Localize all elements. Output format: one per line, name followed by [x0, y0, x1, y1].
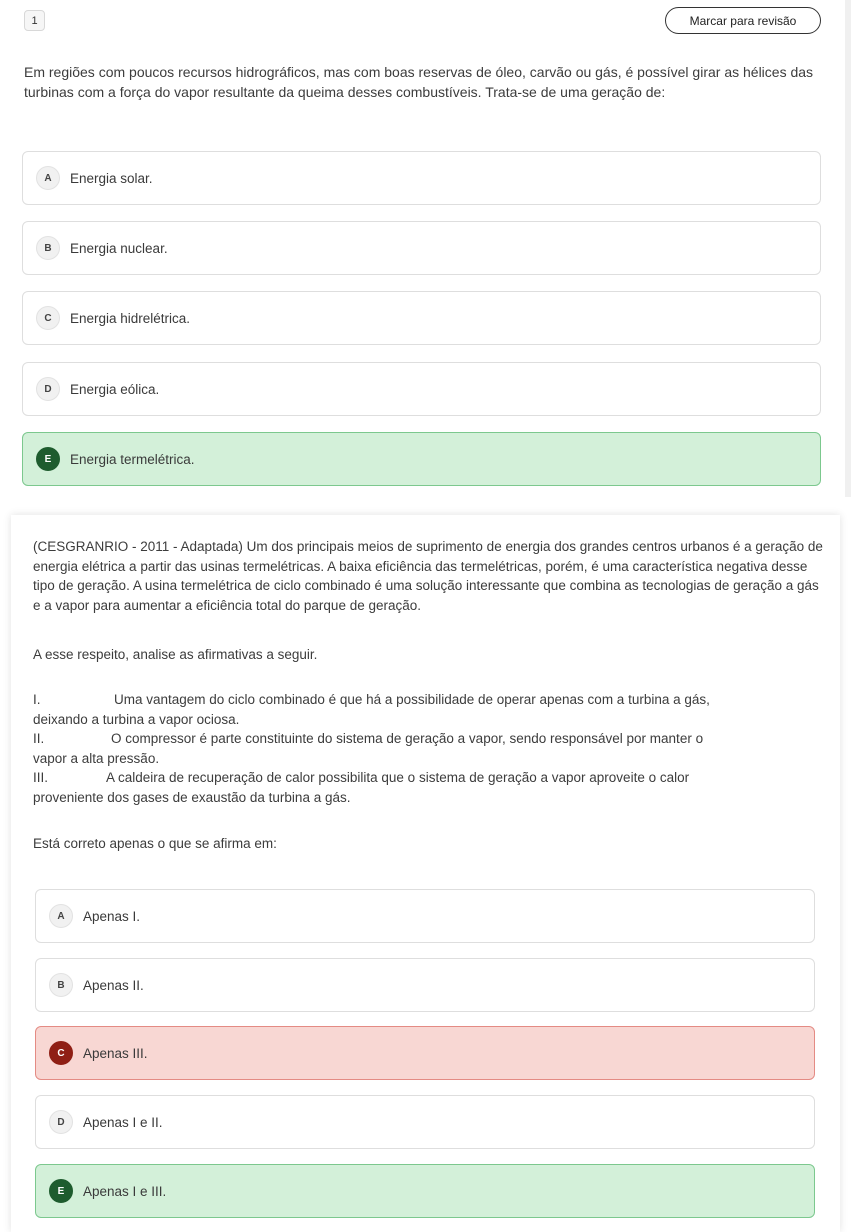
panel-separator [0, 497, 851, 515]
question-prompt: A esse respeito, analise as afirmativas a seguir. [33, 647, 318, 662]
question-intro: (CESGRANRIO - 2011 - Adaptada) Um dos principais meios de suprimento de energia dos grandes centros urbanos é a geração de energia elétrica a partir das usinas termelétricas. A baixa eficiência das termelétricas, porém, é uma característica negativa desse tipo de geração. A usina termelétrica de ciclo combinado é uma solução interessante que combina as tecnologias de geração a gás e a vapor para aumentar a eficiência total do parque de geração. [33, 539, 823, 613]
question-stem: Está correto apenas o que se afirma em: [33, 836, 277, 851]
option-b[interactable] [35, 958, 815, 1012]
option-c[interactable] [22, 291, 821, 345]
option-label: Energia solar. [70, 170, 153, 186]
statement-1 [33, 690, 823, 729]
option-letter-badge: B [36, 236, 60, 260]
option-label: Apenas II. [83, 977, 144, 993]
statement-number: I. [33, 692, 41, 707]
scroll-gutter [845, 0, 851, 497]
option-label: Energia nuclear. [70, 240, 168, 256]
statement-text: Uma vantagem do ciclo combinado é que há a possibilidade de operar apenas com a turbina a gás, [114, 692, 710, 707]
option-letter-badge: E [49, 1179, 73, 1203]
statement-text-continued: proveniente dos gases de exaustão da turbina a gás. [33, 789, 351, 805]
option-letter-badge: A [49, 904, 73, 928]
option-label: Apenas I e III. [83, 1183, 167, 1199]
option-label: Energia termelétrica. [70, 451, 195, 467]
option-letter-badge: C [49, 1041, 73, 1065]
statement-2 [33, 729, 823, 768]
option-letter-badge: B [49, 973, 73, 997]
option-label: Energia eólica. [70, 381, 160, 397]
statement-3 [33, 768, 823, 807]
option-label: Apenas I. [83, 908, 141, 924]
option-d[interactable] [22, 362, 821, 416]
option-c-wrong[interactable] [35, 1026, 815, 1080]
option-letter-badge: A [36, 166, 60, 190]
option-b[interactable] [22, 221, 821, 275]
option-letter-badge: C [36, 306, 60, 330]
option-label: Energia hidrelétrica. [70, 310, 191, 326]
question-text: Em regiões com poucos recursos hidrográficos, mas com boas reservas de óleo, carvão ou gás, é possível girar as hélices das turbinas com a força do vapor resultante da queima desses combustíveis. Trata-se de uma geração de: [24, 64, 814, 100]
question-card-1 [0, 0, 845, 497]
option-d[interactable] [35, 1095, 815, 1149]
mark-for-review-button[interactable]: Marcar para revisão [665, 7, 821, 34]
option-letter-badge: E [36, 447, 60, 471]
option-e-correct[interactable] [22, 432, 821, 486]
statement-text: A caldeira de recuperação de calor possibilita que o sistema de geração a vapor aproveite o calor [106, 770, 690, 785]
option-letter-badge: D [36, 377, 60, 401]
question-number-badge: 1 [24, 10, 45, 31]
option-label: Apenas III. [83, 1045, 148, 1061]
question-card-2 [11, 515, 840, 1232]
option-letter-badge: D [49, 1110, 73, 1134]
statement-text-continued: vapor a alta pressão. [33, 750, 160, 766]
statement-text-continued: deixando a turbina a vapor ociosa. [33, 711, 240, 727]
option-label: Apenas I e II. [83, 1114, 163, 1130]
statement-text: O compressor é parte constituinte do sistema de geração a vapor, sendo responsável por manter o [111, 731, 704, 746]
option-a[interactable] [35, 889, 815, 943]
option-a[interactable] [22, 151, 821, 205]
option-e-correct[interactable] [35, 1164, 815, 1218]
statement-number: III. [33, 770, 49, 785]
statement-number: II. [33, 731, 45, 746]
